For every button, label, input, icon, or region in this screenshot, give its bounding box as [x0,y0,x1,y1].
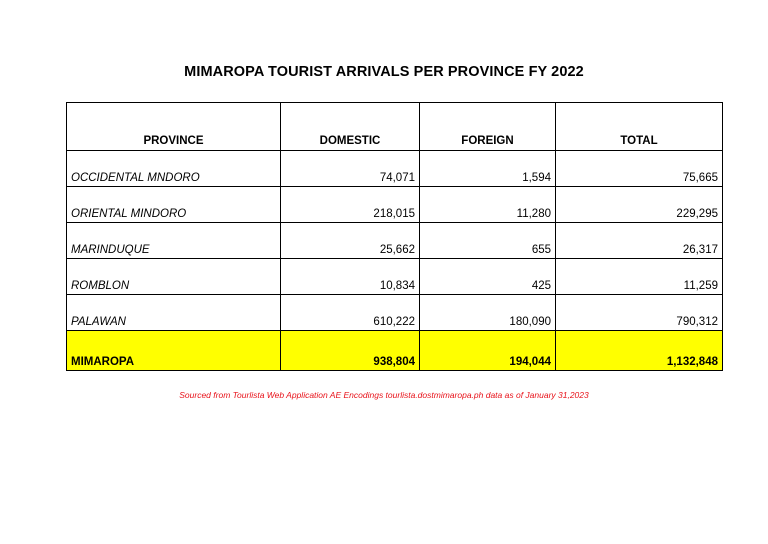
total-cell: 75,665 [556,151,723,187]
province-cell: ORIENTAL MINDORO [67,187,281,223]
total-cell: 790,312 [556,295,723,331]
total-cell: 229,295 [556,187,723,223]
domestic-cell: 610,222 [281,295,420,331]
total-cell: 11,259 [556,259,723,295]
domestic-cell: 10,834 [281,259,420,295]
foreign-cell: 425 [420,259,556,295]
foreign-cell: 180,090 [420,295,556,331]
region-foreign-total: 194,044 [420,331,556,371]
region-domestic-total: 938,804 [281,331,420,371]
header-province: PROVINCE [67,103,281,151]
province-cell: MARINDUQUE [67,223,281,259]
page-title: MIMAROPA TOURIST ARRIVALS PER PROVINCE FY 2022 [184,64,584,80]
table-header-row [67,103,723,151]
table-row [67,187,723,223]
foreign-cell: 1,594 [420,151,556,187]
table-row [67,223,723,259]
foreign-cell: 655 [420,223,556,259]
total-cell: 26,317 [556,223,723,259]
tourist-arrivals-table [66,102,723,371]
domestic-cell: 25,662 [281,223,420,259]
table-row [67,151,723,187]
source-note: Sourced from Tourlista Web Application AE Encodings tourlista.dostmimaropa.ph data as of January 31,2023 [179,390,589,400]
region-name-cell: MIMAROPA [67,331,281,371]
province-cell: OCCIDENTAL MNDORO [67,151,281,187]
region-grand-total: 1,132,848 [556,331,723,371]
table-row [67,295,723,331]
region-total-row [67,331,723,371]
domestic-cell: 74,071 [281,151,420,187]
header-domestic: DOMESTIC [281,103,420,151]
foreign-cell: 11,280 [420,187,556,223]
domestic-cell: 218,015 [281,187,420,223]
header-foreign: FOREIGN [420,103,556,151]
table-row [67,259,723,295]
province-cell: ROMBLON [67,259,281,295]
province-cell: PALAWAN [67,295,281,331]
header-total: TOTAL [556,103,723,151]
